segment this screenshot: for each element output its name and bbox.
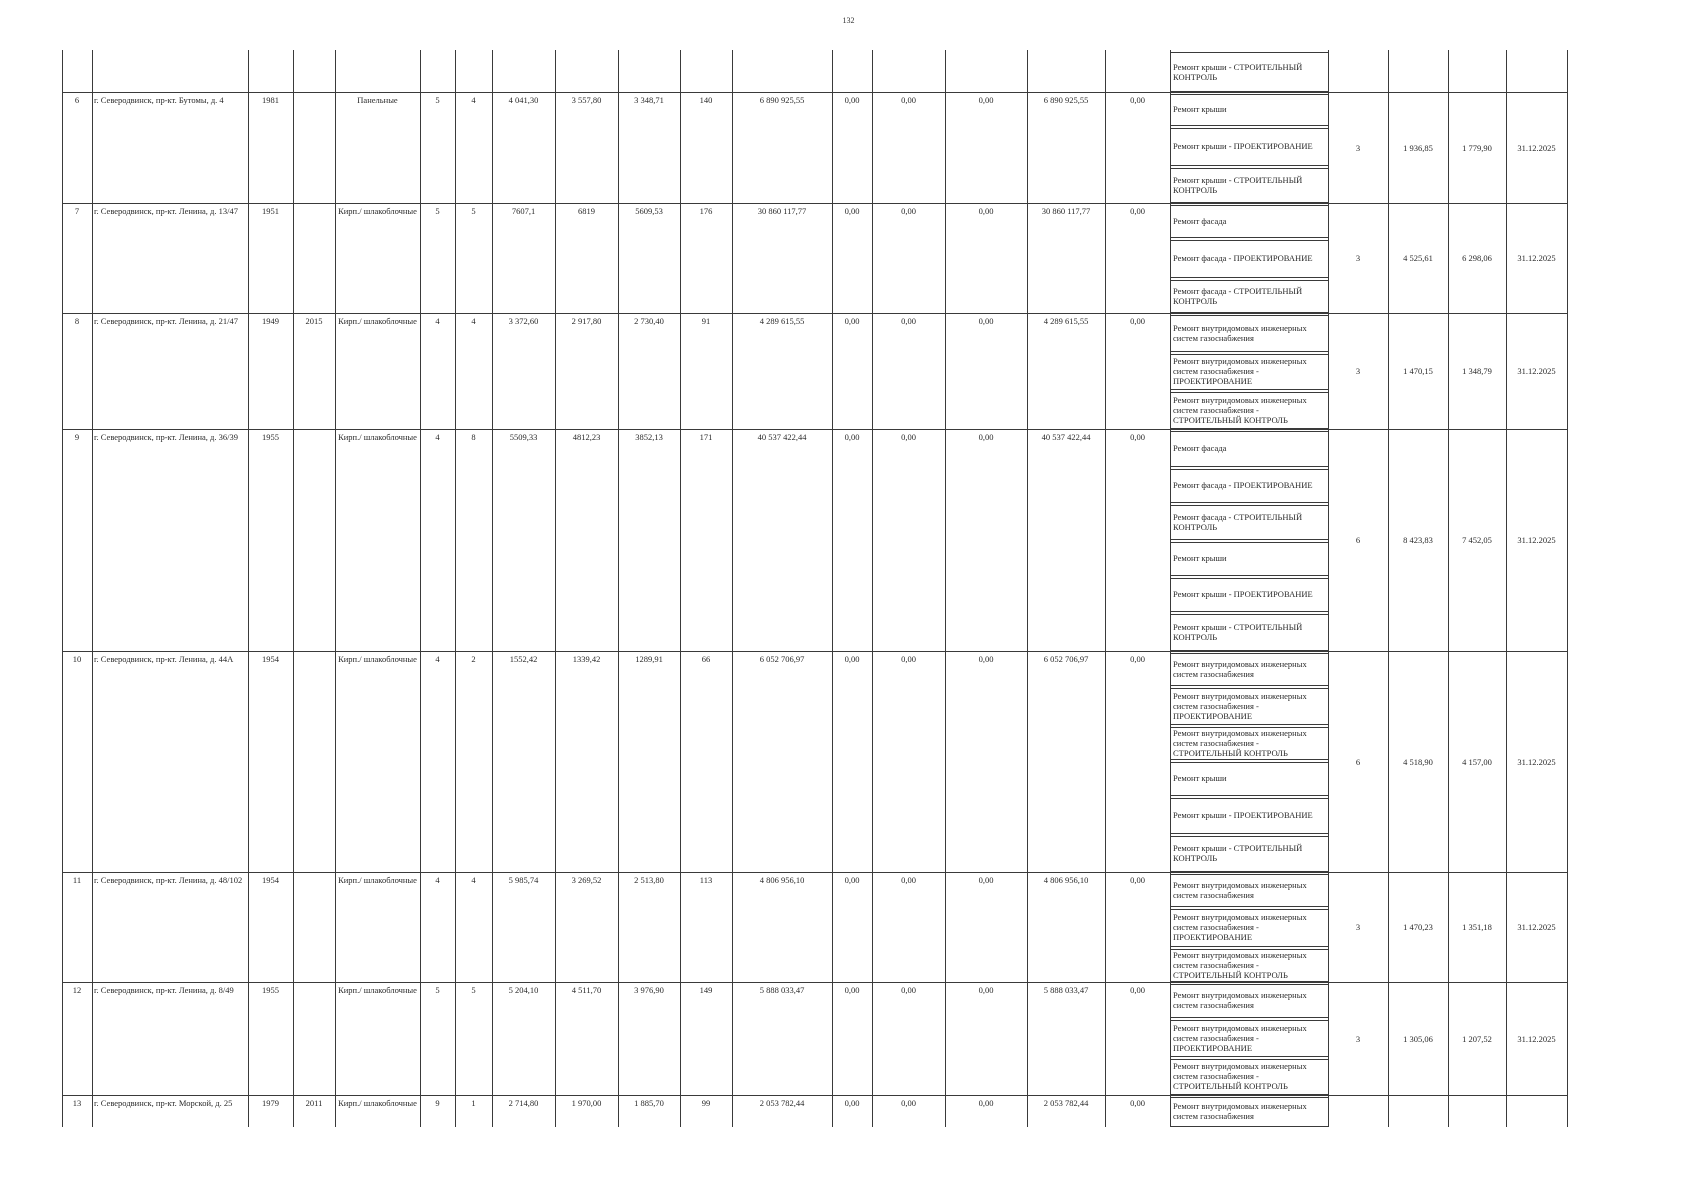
grid-line-vertical — [872, 50, 873, 1127]
cell-wall: Панельные — [357, 95, 398, 105]
grid-line-vertical — [945, 50, 946, 1127]
cell-fund-other: 0,00 — [1130, 654, 1145, 664]
cell-num: 7 — [74, 206, 80, 216]
cell-area-living: 2 513,80 — [634, 875, 664, 885]
work-item: Ремонт внутридомовых инженерных систем газоснабжения - СТРОИТЕЛЬНЫЙ КОНТРОЛЬ — [1173, 394, 1307, 425]
cell-num: 10 — [72, 654, 82, 664]
work-item: Ремонт фасада - СТРОИТЕЛЬНЫЙ КОНТРОЛЬ — [1173, 511, 1303, 532]
cell-num: 11 — [72, 875, 82, 885]
cell-area-living: 1 885,70 — [634, 1098, 664, 1108]
work-item: Ремонт крыши - ПРОЕКТИРОВАНИЕ — [1173, 810, 1313, 820]
cell-wall: Кирп./ шлакоблочные — [338, 206, 417, 216]
work-item: Ремонт внутридомовых инженерных систем газоснабжения — [1173, 990, 1307, 1010]
work-item: Ремонт внутридомовых инженерных систем газоснабжения — [1173, 322, 1307, 343]
cell-area-living: 3 976,90 — [634, 985, 664, 995]
cell-fund-local: 0,00 — [978, 654, 994, 664]
cell-num: 6 — [74, 95, 80, 105]
grid-line-vertical — [832, 50, 833, 1127]
grid-line-vertical — [420, 50, 421, 1127]
cell-cost-total: 4 289 615,55 — [759, 316, 805, 326]
work-item: Ремонт внутридомовых инженерных систем газоснабжения — [1173, 658, 1307, 679]
cell-wall: Кирп./ шлакоблочные — [338, 654, 417, 664]
grid-line-horizontal — [62, 872, 1567, 873]
cell-area-total: 1552,42 — [509, 654, 538, 664]
cell-floors: 4 — [435, 875, 440, 885]
cell-area-total: 3 372,60 — [508, 316, 539, 326]
cell-area-total: 5509,33 — [509, 432, 538, 442]
cell-year-built: 1954 — [262, 875, 279, 885]
cell-deadline: 31.12.2025 — [1517, 253, 1556, 263]
cell-deadline: 31.12.2025 — [1517, 142, 1556, 153]
grid-line-vertical — [335, 50, 336, 1127]
cell-fund-local: 0,00 — [978, 432, 994, 442]
cell-unit-cost: 4 518,90 — [1403, 756, 1433, 767]
cell-max-cost: 1 348,79 — [1462, 366, 1492, 376]
cell-address: г. Северодвинск, пр-кт. Ленина, д. 44А — [94, 654, 234, 664]
cell-year-built: 1979 — [262, 1098, 279, 1108]
cell-fund-owners: 4 806 956,10 — [1043, 875, 1089, 885]
cell-fund-fss: 0,00 — [844, 316, 860, 326]
cell-max-cost: 7 452,05 — [1462, 535, 1492, 545]
cell-deadline: 31.12.2025 — [1517, 756, 1556, 767]
work-item: Ремонт крыши - СТРОИТЕЛЬНЫЙ КОНТРОЛЬ — [1173, 843, 1303, 863]
cell-fund-owners: 5 888 033,47 — [1043, 985, 1089, 995]
cell-unit-cost: 1 470,15 — [1403, 366, 1433, 376]
work-item: Ремонт фасада - ПРОЕКТИРОВАНИЕ — [1173, 480, 1313, 490]
cell-max-cost: 6 298,06 — [1462, 253, 1492, 263]
grid-line-vertical — [1027, 50, 1028, 1127]
cell-address: г. Северодвинск, пр-кт. Ленина, д. 8/49 — [94, 985, 234, 995]
cell-cost-total: 40 537 422,44 — [757, 432, 807, 442]
cell-area-living: 2 730,40 — [634, 316, 664, 326]
cell-fund-owners: 6 890 925,55 — [1043, 95, 1089, 105]
cell-fund-local: 0,00 — [978, 1098, 994, 1108]
cell-fund-fss: 0,00 — [844, 95, 860, 105]
cell-wall: Кирп./ шлакоблочные — [338, 985, 417, 995]
cell-entrances: 5 — [471, 985, 476, 995]
cell-fund-other: 0,00 — [1130, 206, 1145, 216]
cell-fund-region: 0,00 — [901, 1098, 916, 1108]
work-item: Ремонт фасада - ПРОЕКТИРОВАНИЕ — [1173, 253, 1313, 263]
grid-line-vertical — [293, 50, 294, 1127]
cell-wall: Кирп./ шлакоблочные — [338, 1098, 417, 1108]
cell-fund-region: 0,00 — [901, 316, 916, 326]
cell-types-count: 3 — [1355, 922, 1361, 932]
cell-year-built: 1981 — [262, 95, 279, 105]
grid-line-vertical — [1448, 50, 1449, 1127]
cell-fund-other: 0,00 — [1130, 1098, 1145, 1108]
work-item: Ремонт фасада — [1173, 215, 1227, 226]
work-item: Ремонт крыши — [1173, 553, 1227, 563]
work-item: Ремонт внутридомовых инженерных систем газоснабжения - СТРОИТЕЛЬНЫЙ КОНТРОЛЬ — [1173, 728, 1307, 758]
cell-address: г. Северодвинск, пр-кт. Ленина, д. 48/102 — [94, 875, 243, 885]
cell-fund-other: 0,00 — [1130, 875, 1145, 885]
cell-fund-other: 0,00 — [1130, 316, 1145, 326]
work-item: Ремонт внутридомовых инженерных систем газоснабжения — [1173, 879, 1307, 900]
work-item: Ремонт внутридомовых инженерных систем газоснабжения — [1173, 1101, 1307, 1121]
cell-cost-total: 6 890 925,55 — [759, 95, 805, 105]
cell-fund-region: 0,00 — [901, 654, 916, 664]
cell-unit-cost: 8 423,83 — [1403, 535, 1433, 545]
grid-line-horizontal — [62, 651, 1567, 652]
cell-fund-fss: 0,00 — [844, 654, 860, 664]
cell-cost-total: 6 052 706,97 — [759, 654, 805, 664]
cell-fund-owners: 2 053 782,44 — [1043, 1098, 1089, 1108]
cell-unit-cost: 1 305,06 — [1403, 1033, 1433, 1044]
cell-deadline: 31.12.2025 — [1517, 922, 1556, 932]
cell-fund-other: 0,00 — [1130, 985, 1145, 995]
cell-residents: 66 — [701, 654, 711, 664]
cell-area-living: 1289,91 — [635, 654, 663, 664]
cell-area-living: 3 348,71 — [634, 95, 664, 105]
cell-year-repair: 2011 — [305, 1098, 323, 1108]
cell-entrances: 1 — [471, 1098, 476, 1108]
cell-fund-fss: 0,00 — [844, 875, 860, 885]
cell-fund-region: 0,00 — [901, 985, 916, 995]
cell-year-built: 1955 — [262, 985, 279, 995]
cell-cost-total: 2 053 782,44 — [759, 1098, 805, 1108]
cell-area-premises: 3 269,52 — [571, 875, 602, 885]
cell-fund-region: 0,00 — [901, 206, 916, 216]
cell-floors: 9 — [435, 1098, 440, 1108]
cell-residents: 149 — [699, 985, 713, 995]
cell-residents: 99 — [701, 1098, 711, 1108]
cell-fund-other: 0,00 — [1130, 432, 1145, 442]
cell-year-built: 1951 — [262, 206, 279, 216]
work-item: Ремонт внутридомовых инженерных систем газоснабжения - ПРОЕКТИРОВАНИЕ — [1173, 356, 1307, 386]
grid-line-vertical — [1567, 50, 1568, 1127]
grid-line-vertical — [618, 50, 619, 1127]
cell-wall: Кирп./ шлакоблочные — [338, 316, 417, 326]
work-item: Ремонт крыши - ПРОЕКТИРОВАНИЕ — [1173, 589, 1313, 599]
work-item: Ремонт крыши - СТРОИТЕЛЬНЫЙ КОНТРОЛЬ — [1173, 174, 1303, 195]
cell-address: г. Северодвинск, пр-кт. Морской, д. 25 — [94, 1098, 233, 1108]
cell-types-count: 3 — [1355, 366, 1361, 376]
cell-entrances: 2 — [471, 654, 476, 664]
grid-line-horizontal — [62, 982, 1567, 983]
cell-fund-local: 0,00 — [978, 985, 994, 995]
cell-deadline: 31.12.2025 — [1517, 366, 1556, 376]
cell-residents: 113 — [699, 875, 713, 885]
grid-line-horizontal — [62, 92, 1567, 93]
cell-wall: Кирп./ шлакоблочные — [338, 432, 417, 442]
cell-fund-local: 0,00 — [978, 206, 994, 216]
grid-line-vertical — [492, 50, 493, 1127]
cell-residents: 91 — [701, 316, 711, 326]
cell-residents: 171 — [699, 432, 713, 442]
cell-num: 12 — [72, 985, 82, 995]
cell-deadline: 31.12.2025 — [1517, 535, 1556, 545]
cell-floors: 5 — [435, 95, 440, 105]
grid-line-vertical — [248, 50, 249, 1127]
cell-fund-local: 0,00 — [978, 316, 994, 326]
cell-types-count: 3 — [1355, 1033, 1361, 1044]
grid-line-vertical — [1506, 50, 1507, 1127]
cell-area-premises: 4 511,70 — [571, 985, 602, 995]
cell-year-repair: 2015 — [305, 316, 323, 326]
cell-fund-fss: 0,00 — [844, 432, 860, 442]
grid-line-vertical — [62, 50, 63, 1127]
work-item: Ремонт крыши - СТРОИТЕЛЬНЫЙ КОНТРОЛЬ — [1173, 62, 1303, 82]
cell-num: 8 — [74, 316, 80, 326]
cell-max-cost: 1 207,52 — [1462, 1033, 1492, 1044]
cell-residents: 140 — [699, 95, 713, 105]
cell-fund-owners: 30 860 117,77 — [1041, 206, 1091, 216]
cell-area-premises: 4812,23 — [572, 432, 601, 442]
cell-area-premises: 6819 — [578, 206, 595, 216]
cell-entrances: 4 — [471, 316, 476, 326]
grid-line-vertical — [455, 50, 456, 1127]
grid-line-horizontal — [62, 203, 1567, 204]
cell-fund-owners: 6 052 706,97 — [1043, 654, 1089, 664]
cell-entrances: 5 — [471, 206, 476, 216]
cell-fund-local: 0,00 — [978, 875, 994, 885]
grid-line-vertical — [1105, 50, 1106, 1127]
cell-area-total: 4 041,30 — [508, 95, 539, 105]
cell-area-premises: 2 917,80 — [571, 316, 602, 326]
work-item: Ремонт фасада - СТРОИТЕЛЬНЫЙ КОНТРОЛЬ — [1173, 285, 1303, 306]
cell-floors: 4 — [435, 654, 440, 664]
cell-area-premises: 1 970,00 — [571, 1098, 602, 1108]
grid-line-horizontal — [62, 313, 1567, 314]
cell-year-built: 1954 — [262, 654, 279, 664]
cell-year-built: 1949 — [262, 316, 279, 326]
cell-entrances: 8 — [471, 432, 476, 442]
cell-fund-fss: 0,00 — [844, 206, 860, 216]
work-item: Ремонт внутридомовых инженерных систем газоснабжения - ПРОЕКТИРОВАНИЕ — [1173, 912, 1307, 942]
cell-address: г. Северодвинск, пр-кт. Ленина, д. 36/39 — [94, 432, 238, 442]
cell-fund-other: 0,00 — [1130, 95, 1145, 105]
cell-num: 9 — [74, 432, 80, 442]
cell-area-total: 5 204,10 — [508, 985, 539, 995]
cell-max-cost: 1 351,18 — [1462, 922, 1492, 932]
cell-entrances: 4 — [471, 95, 476, 105]
grid-line-vertical — [732, 50, 733, 1127]
cell-fund-owners: 40 537 422,44 — [1041, 432, 1091, 442]
work-item: Ремонт крыши - СТРОИТЕЛЬНЫЙ КОНТРОЛЬ — [1173, 621, 1303, 642]
work-item: Ремонт крыши — [1173, 104, 1227, 114]
work-item: Ремонт внутридомовых инженерных систем газоснабжения - СТРОИТЕЛЬНЫЙ КОНТРОЛЬ — [1173, 1061, 1307, 1091]
cell-fund-region: 0,00 — [901, 432, 916, 442]
cell-types-count: 6 — [1355, 535, 1361, 545]
cell-address: г. Северодвинск, пр-кт. Бутомы, д. 4 — [94, 95, 224, 105]
cell-area-total: 2 714,80 — [508, 1098, 539, 1108]
cell-area-total: 5 985,74 — [508, 875, 539, 885]
cell-types-count: 3 — [1355, 253, 1361, 263]
cell-fund-local: 0,00 — [978, 95, 994, 105]
cell-residents: 176 — [699, 206, 713, 216]
work-item: Ремонт внутридомовых инженерных систем газоснабжения - ПРОЕКТИРОВАНИЕ — [1173, 1022, 1307, 1053]
grid-line-horizontal — [62, 1095, 1567, 1096]
cell-fund-region: 0,00 — [901, 95, 916, 105]
cell-unit-cost: 4 525,61 — [1403, 253, 1433, 263]
cell-area-premises: 3 557,80 — [571, 95, 602, 105]
cell-year-built: 1955 — [262, 432, 279, 442]
cell-types-count: 6 — [1355, 756, 1361, 767]
cell-fund-region: 0,00 — [901, 875, 916, 885]
grid-line-vertical — [1388, 50, 1389, 1127]
work-item: Ремонт крыши — [1173, 773, 1227, 783]
cell-floors: 5 — [435, 206, 440, 216]
cell-cost-total: 5 888 033,47 — [759, 985, 805, 995]
cell-floors: 4 — [435, 432, 440, 442]
cell-cost-total: 4 806 956,10 — [759, 875, 805, 885]
cell-entrances: 4 — [471, 875, 476, 885]
cell-address: г. Северодвинск, пр-кт. Ленина, д. 13/47 — [94, 206, 238, 216]
grid-line-horizontal — [62, 429, 1567, 430]
work-item: Ремонт крыши - ПРОЕКТИРОВАНИЕ — [1173, 141, 1313, 151]
work-item: Ремонт внутридомовых инженерных систем газоснабжения - СТРОИТЕЛЬНЫЙ КОНТРОЛЬ — [1173, 950, 1307, 980]
cell-max-cost: 4 157,00 — [1462, 756, 1492, 767]
cell-wall: Кирп./ шлакоблочные — [338, 875, 417, 885]
cell-fund-owners: 4 289 615,55 — [1043, 316, 1089, 326]
page-number: 132 — [842, 16, 855, 25]
cell-fund-fss: 0,00 — [844, 985, 860, 995]
work-item: Ремонт фасада — [1173, 443, 1227, 453]
cell-num: 13 — [72, 1098, 82, 1108]
cell-floors: 4 — [435, 316, 440, 326]
cell-area-living: 5609,53 — [635, 206, 663, 216]
grid-line-vertical — [92, 50, 93, 1127]
cell-max-cost: 1 779,90 — [1462, 142, 1492, 153]
grid-line-vertical — [680, 50, 681, 1127]
cell-address: г. Северодвинск, пр-кт. Ленина, д. 21/47 — [94, 316, 238, 326]
cell-unit-cost: 1 936,85 — [1403, 142, 1433, 153]
cell-cost-total: 30 860 117,77 — [757, 206, 807, 216]
cell-deadline: 31.12.2025 — [1517, 1033, 1556, 1044]
cell-area-living: 3852,13 — [635, 432, 663, 442]
cell-floors: 5 — [435, 985, 440, 995]
grid-line-vertical — [555, 50, 556, 1127]
work-item: Ремонт внутридомовых инженерных систем газоснабжения - ПРОЕКТИРОВАНИЕ — [1173, 690, 1307, 721]
cell-fund-fss: 0,00 — [844, 1098, 860, 1108]
cell-area-premises: 1339,42 — [572, 654, 601, 664]
cell-unit-cost: 1 470,23 — [1403, 922, 1433, 932]
cell-area-total: 7607,1 — [511, 206, 536, 216]
cell-types-count: 3 — [1355, 142, 1361, 153]
